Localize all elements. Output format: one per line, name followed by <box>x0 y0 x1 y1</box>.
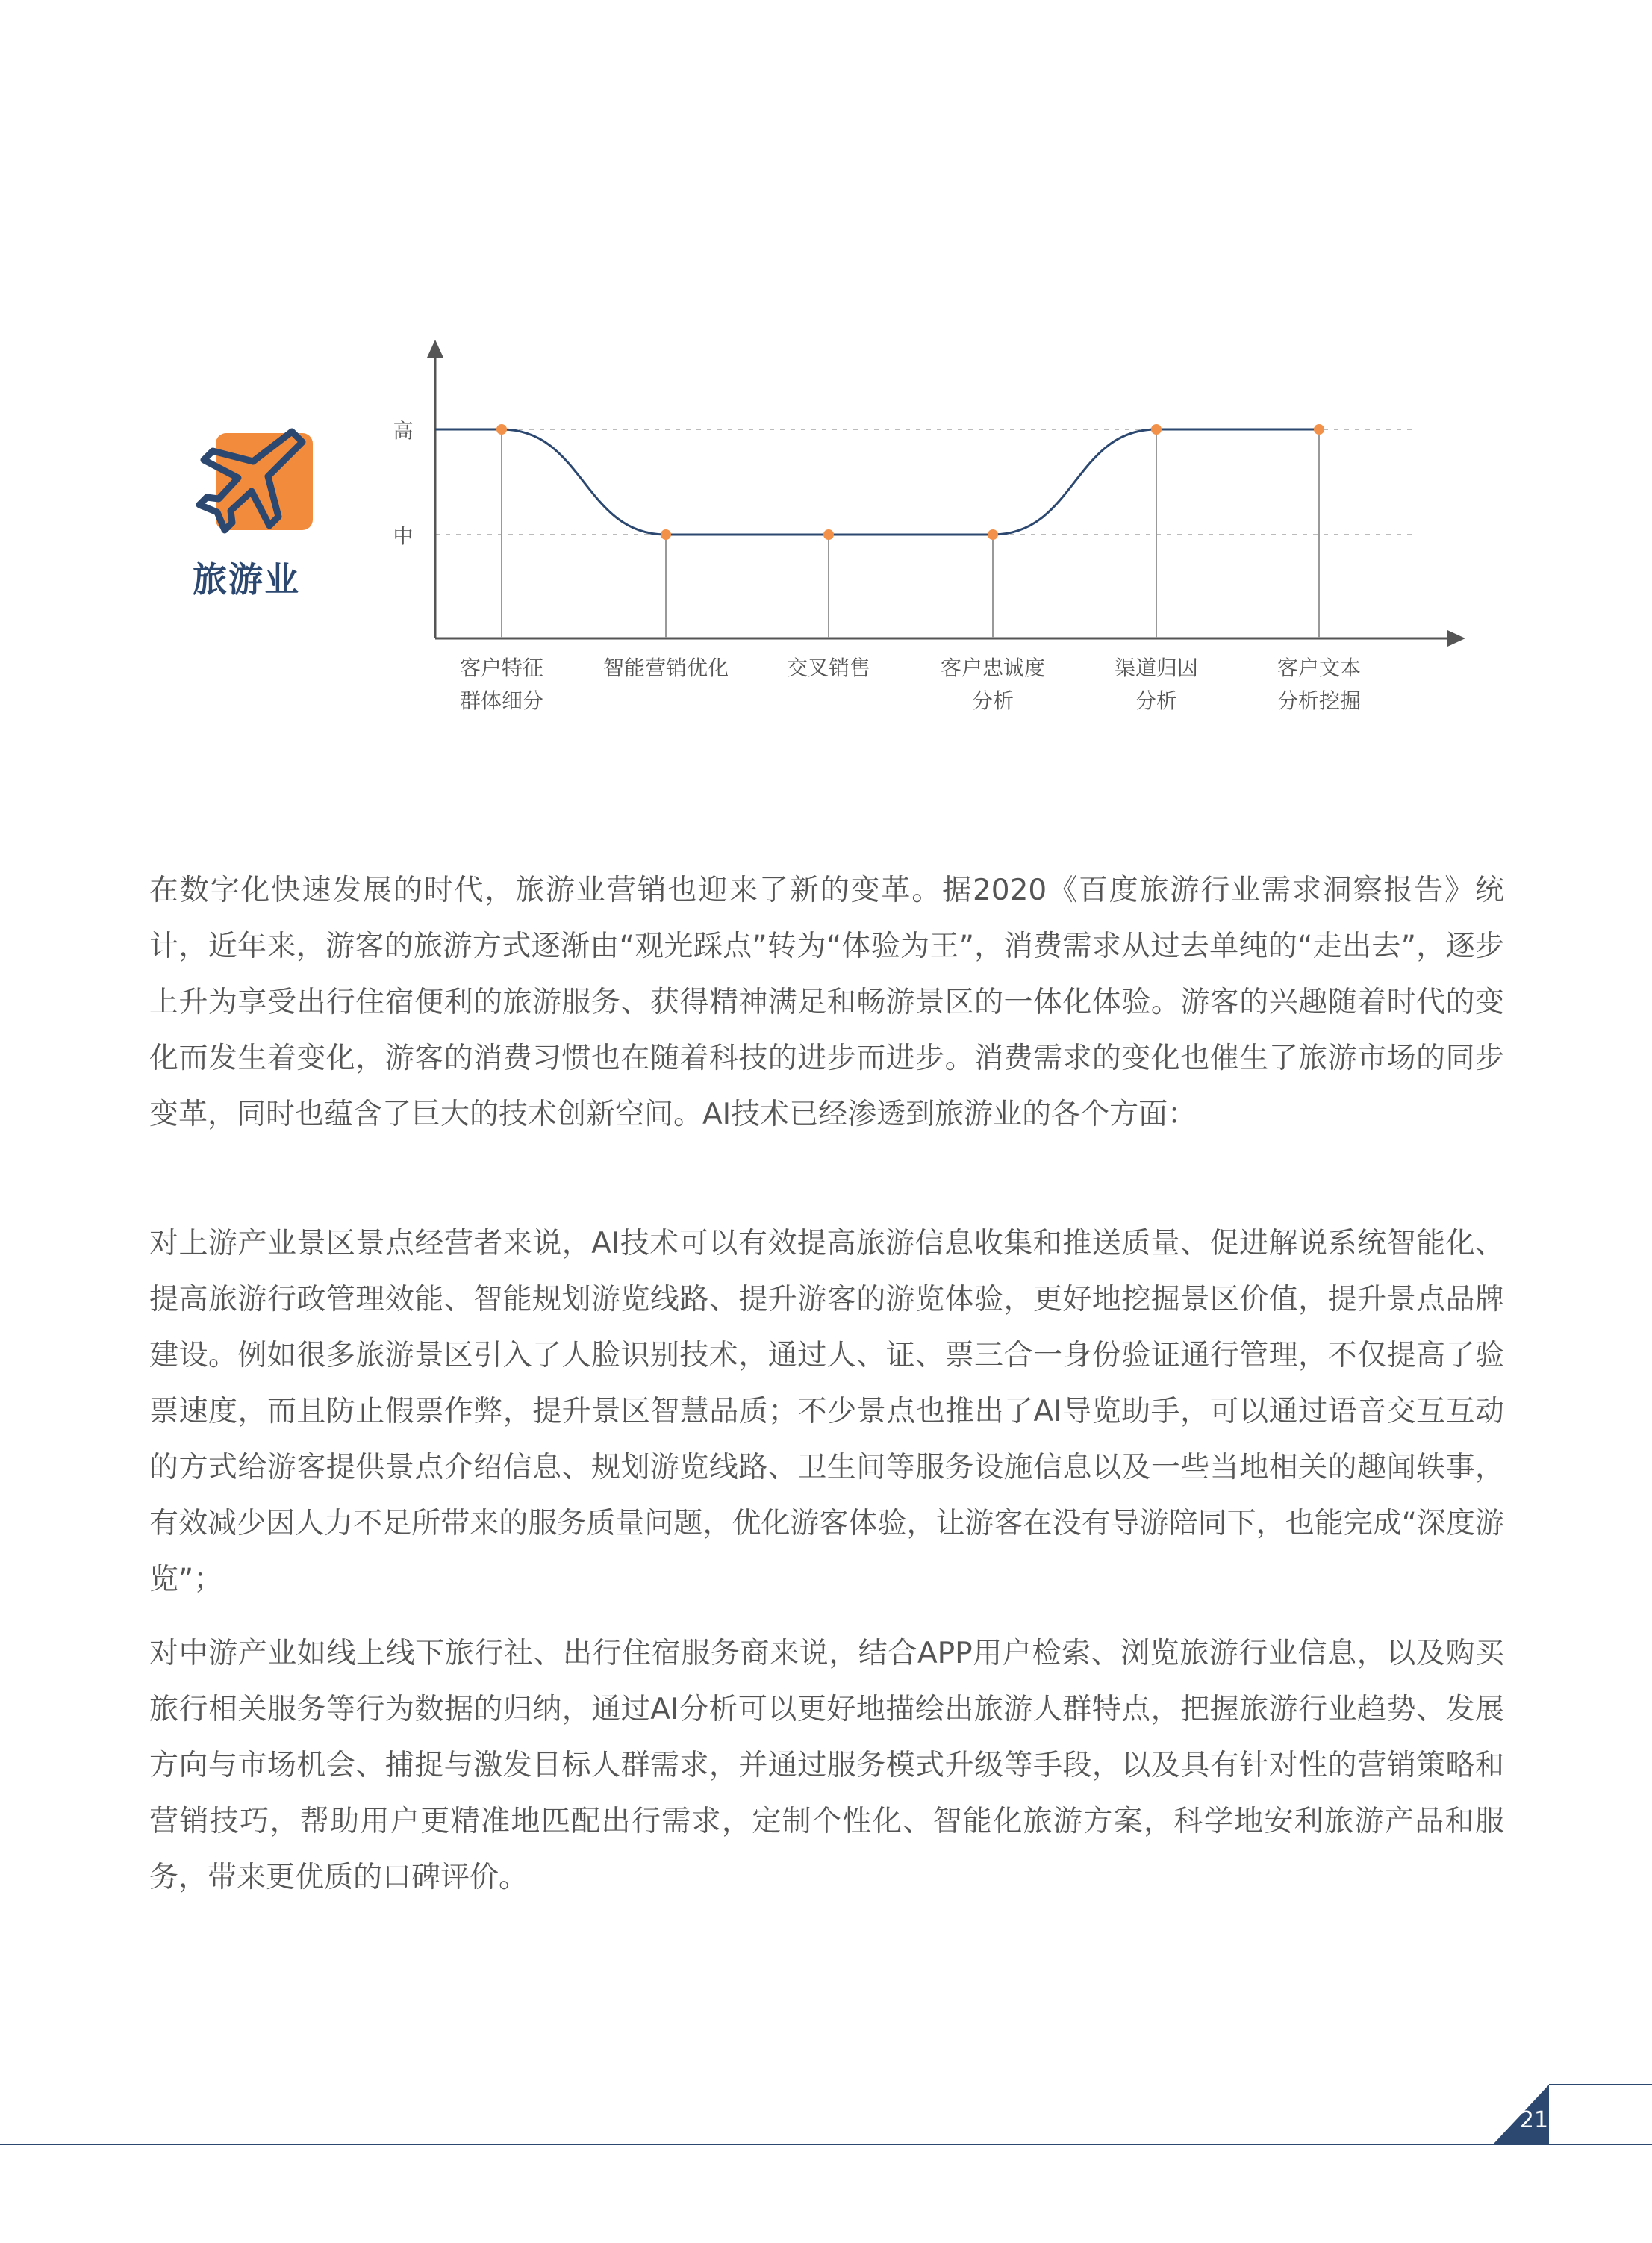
x-tick-label: 客户文本 分析挖掘 <box>1277 656 1361 713</box>
data-point <box>1151 424 1162 435</box>
paragraph-midstream: 对中游产业如线上线下旅行社、出行住宿服务商来说，结合APP用户检索、浏览旅游行业信息，以及购买旅行相关服务等行为数据的归纳，通过AI分析可以更好地描绘出旅游人群特点，把握旅游行业趋势、发展方向与市场机会、捕捉与激发目标人群需求，并通过服务模式升级等手段，以及具有针对性的营销策略和营销技巧，帮助用户更精准地匹配出行需求，定制个性化、智能化旅游方案，科学地安利旅游产品和服务，带来更优质的口碑评价。 <box>149 1637 1504 1894</box>
data-point <box>988 529 998 540</box>
x-tick-label: 客户忠诚度 分析 <box>940 656 1045 713</box>
x-tick-label: 渠道归因 分析 <box>1114 656 1198 713</box>
paragraph-intro: 在数字化快速发展的时代，旅游业营销也迎来了新的变革。据2020《百度旅游行业需求洞察报告》统计，近年来，游客的旅游方式逐渐由“观光踩点”转为“体验为王”，消费需求从过去单纯的“走出去”，逐步上升为享受出行住宿便利的旅游服务、获得精神满足和畅游景区的一体化体验。游客的兴趣随着时代的变化而发生着变化，游客的消费习惯也在随着科技的进步而进步。消费需求的变化也催生了旅游市场的同步变革，同时也蕴含了巨大的技术创新空间。AI技术已经渗透到旅游业的各个方面： <box>149 874 1504 1131</box>
data-point <box>823 529 834 540</box>
x-axis-arrow <box>1447 630 1465 647</box>
y-tick-label: 中 <box>393 525 414 549</box>
footer-rule <box>0 2076 1652 2165</box>
section-title: 旅游业 <box>193 559 300 600</box>
y-tick-label: 高 <box>393 420 414 444</box>
data-point <box>496 424 507 435</box>
x-tick-label: 智能营销优化 <box>602 656 729 680</box>
paragraph-upstream: 对上游产业景区景点经营者来说，AI技术可以有效提高旅游信息收集和推送质量、促进解说系统智能化、提高旅游行政管理效能、智能规划游览线路、提升游客的游览体验，更好地挖掘景区价值，提升景点品牌建设。例如很多旅游景区引入了人脸识别技术，通过人、证、票三合一身份验证通行管理，不仅提高了验票速度，而且防止假票作弊，提升景区智慧品质；不少景点也推出了AI导览助手，可以通过语音交互互动的方式给游客提供景点介绍信息、规划游览线路、卫生间等服务设施信息以及一些当地相关的趣闻轶事，有效减少因人力不足所带来的服务质量问题，优化游客体验，让游客在没有导游陪同下，也能完成“深度游览”； <box>149 1227 1504 1596</box>
level-chart <box>0 0 1652 747</box>
series-line <box>435 429 1319 535</box>
data-point <box>661 529 671 540</box>
x-tick-label: 客户特征 群体细分 <box>459 656 543 713</box>
page-number: 21 <box>1519 2107 1549 2133</box>
data-point <box>1314 424 1324 435</box>
x-tick-label: 交叉销售 <box>786 656 870 680</box>
y-axis-arrow <box>427 340 443 358</box>
